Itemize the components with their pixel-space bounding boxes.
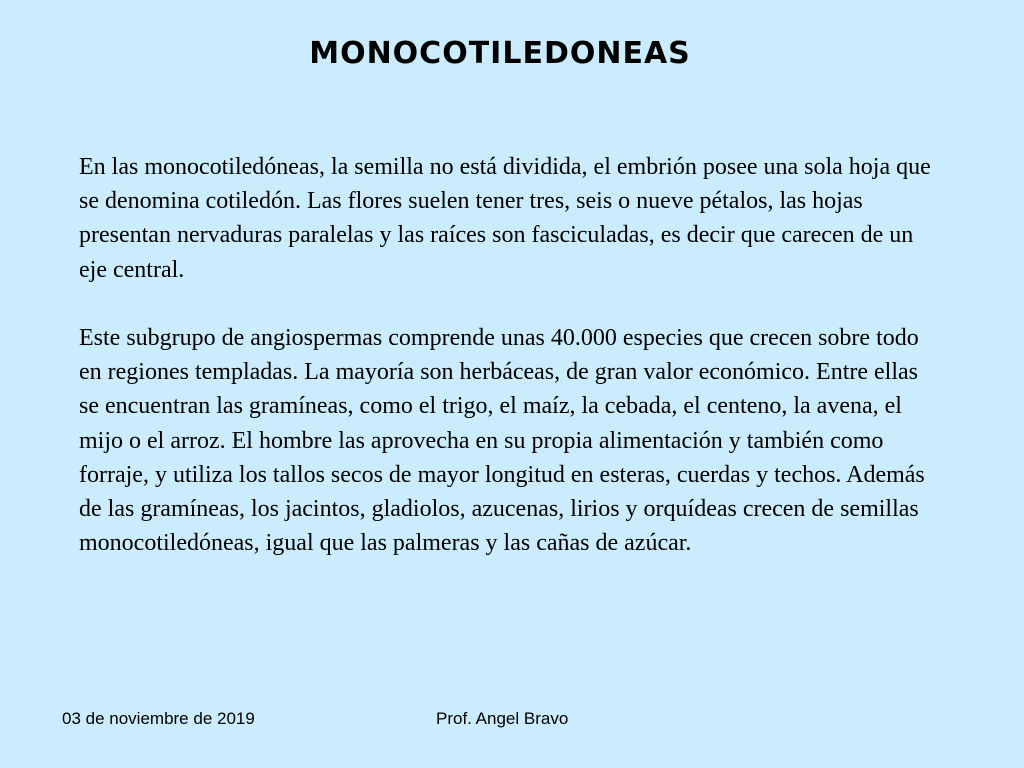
footer-author: Prof. Angel Bravo	[436, 709, 569, 728]
slide-title: MONOCOTILEDONEAS	[309, 36, 691, 71]
paragraph-1: En las monocotiledóneas, la semilla no está dividida, el embrión posee una sola hoja que se denomina cotiledón. Las flores suelen tener tres, seis o nueve pétalos, las hojas presentan nervaduras paralelas y las raíces son fasciculadas, es decir que carecen de un eje central.	[79, 154, 931, 283]
slide-body	[79, 150, 939, 560]
paragraph-2: Este subgrupo de angiospermas comprende unas 40.000 especies que crecen sobre todo en regiones templadas. La mayoría son herbáceas, de gran valor económico. Entre ellas se encuentran las gramíneas, como el trigo, el maíz, la cebada, el centeno, la avena, el mijo o el arroz. El hombre las aprovecha en su propia alimentación y también como forraje, y utiliza los tallos secos de mayor longitud en esteras, cuerdas y techos. Además de las gramíneas, los jacintos, gladiolos, azucenas, lirios y orquídeas crecen de semillas monocotiledóneas, igual que las palmeras y las cañas de azúcar.	[79, 325, 925, 557]
footer-date: 03 de noviembre de 2019	[62, 709, 255, 728]
